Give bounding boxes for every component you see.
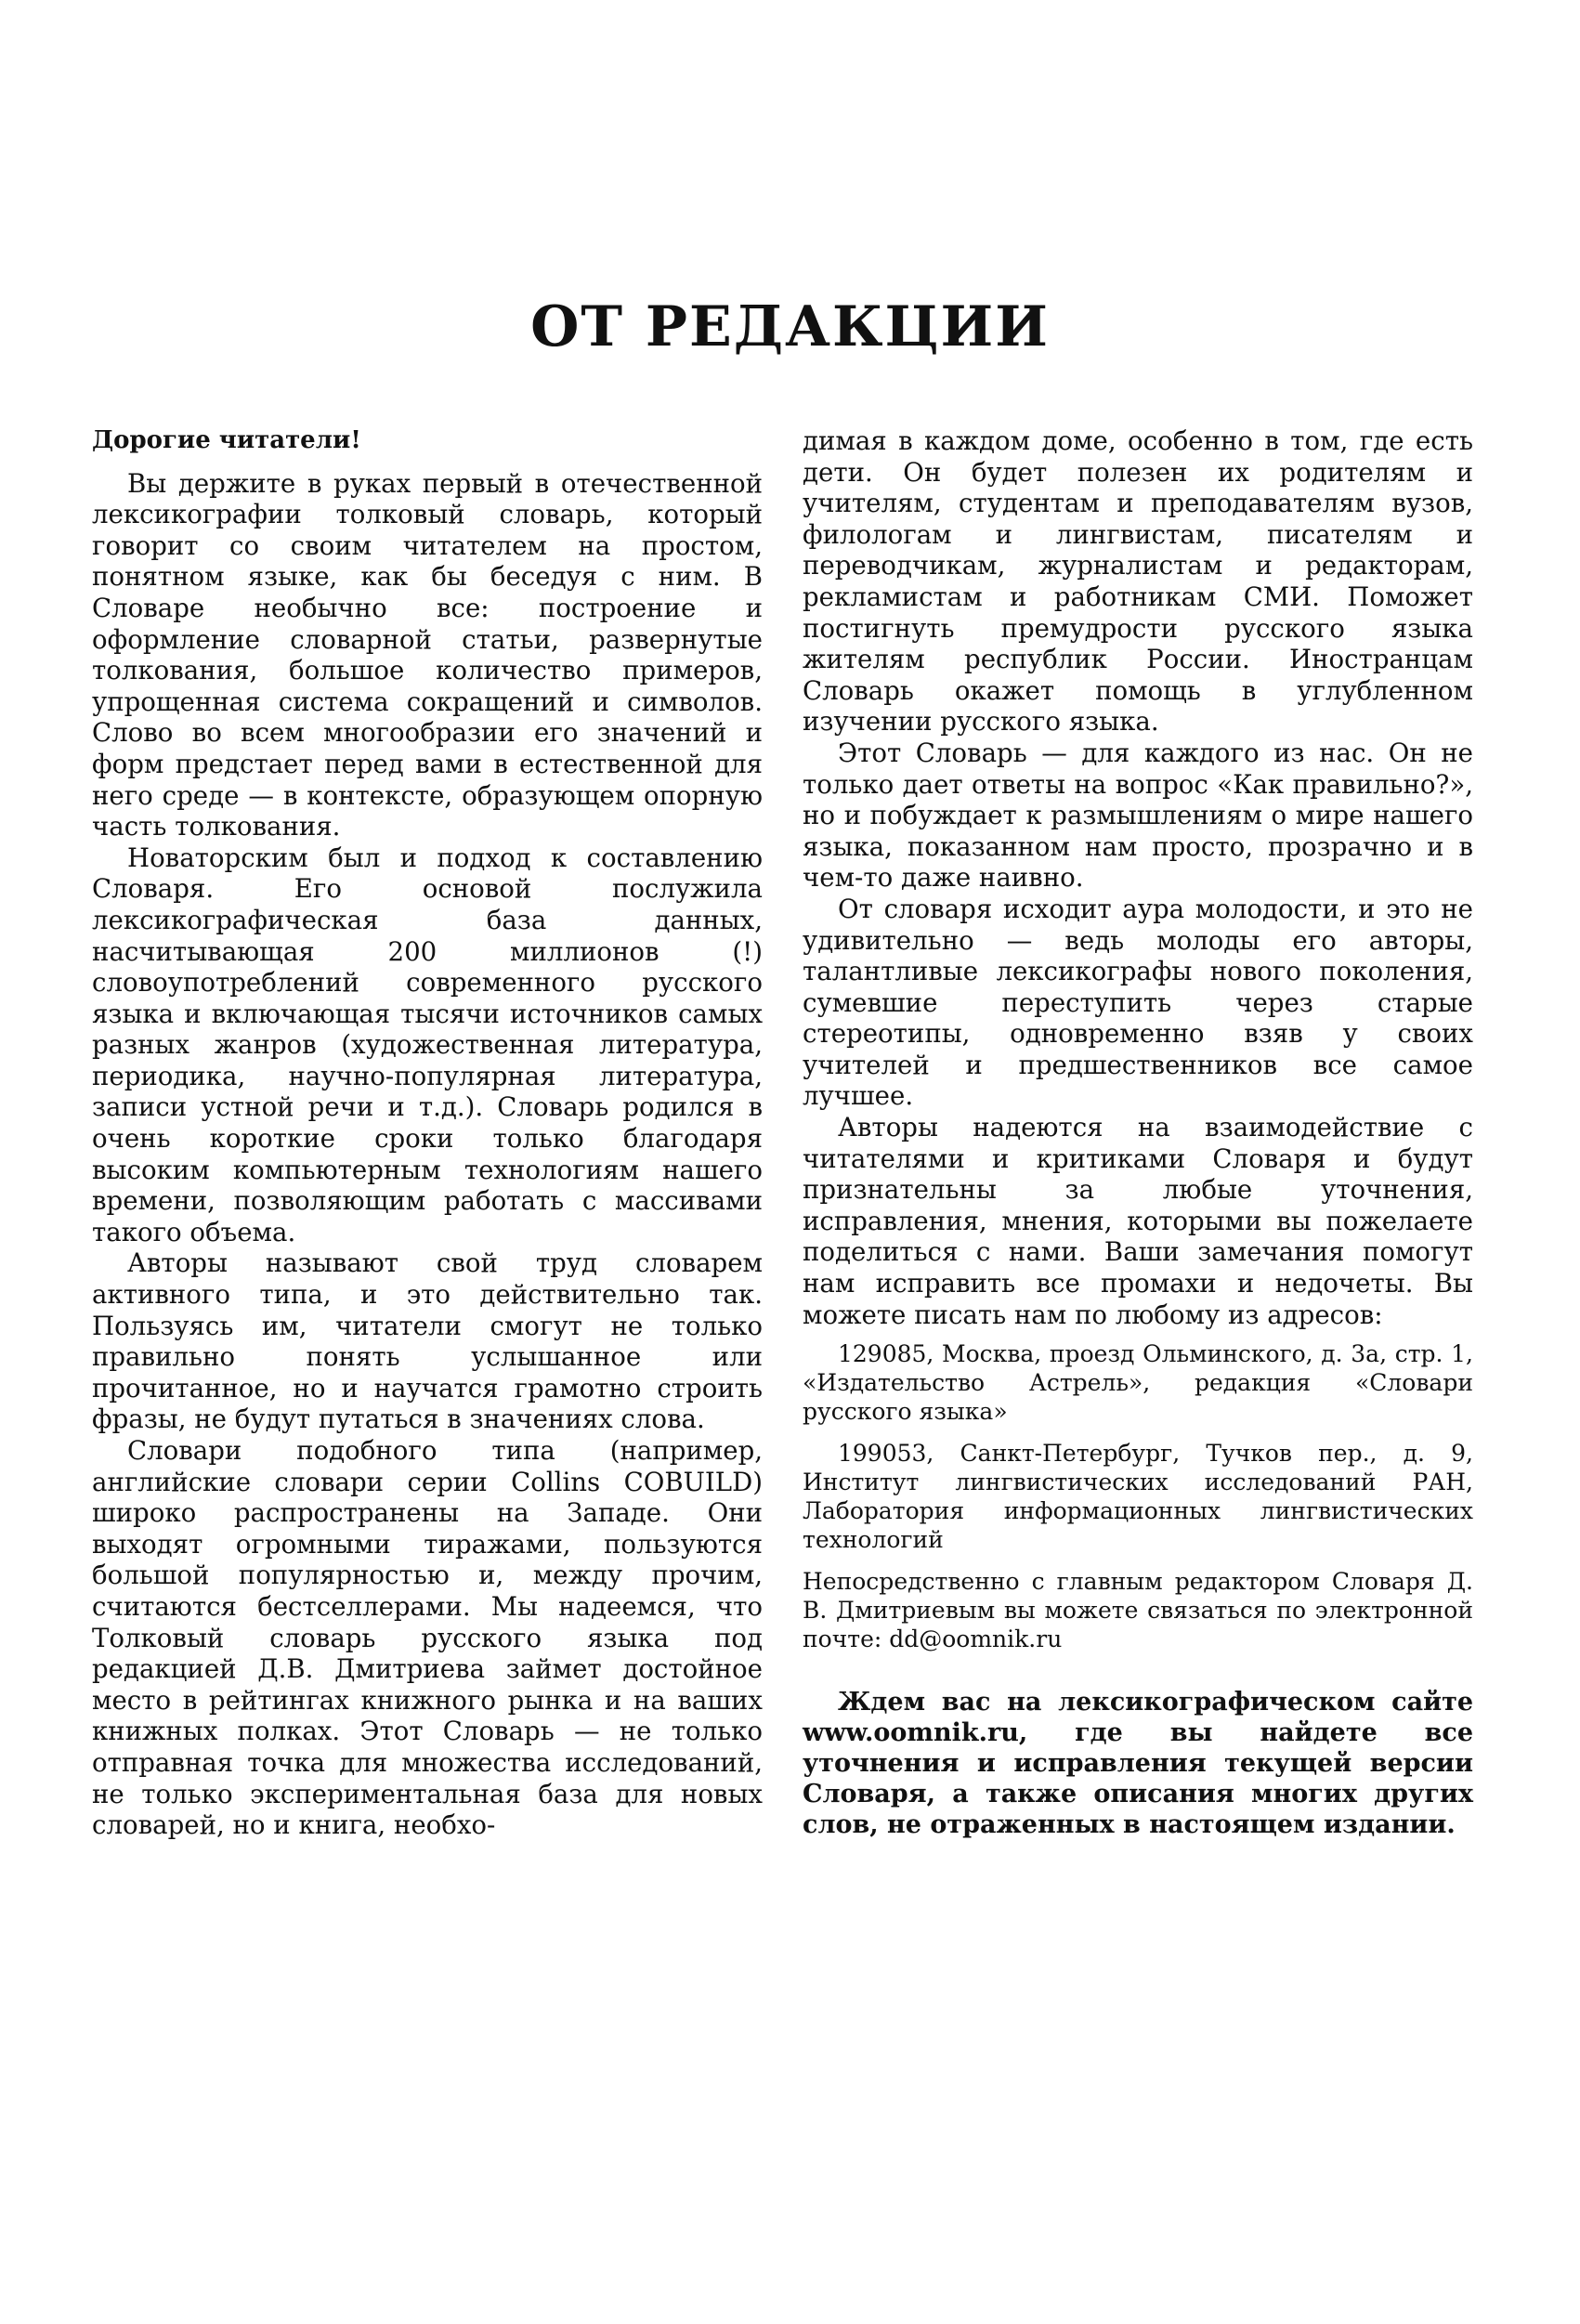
paragraph: Новаторским был и подход к составлению Словаря. Его основой послужила лексикографическая база данных, насчитывающая 200 миллионов (!) словоупотреблений современного русского языка и включающая тысячи источников самых разных жанров (художественная литература, периодика, научно-популярная литература, записи устной речи и т.д.). Словарь родился в очень короткие сроки только благодаря высоким компьютерным технологиям нашего времени, позволяющим работать с массивами такого объема. [92,842,763,1247]
paragraph: Словари подобного типа (например, английские словари серии Collins COBUILD) широко распространены на Западе. Они выходят огромными тиражами, пользуются большой популярностью и, между прочим, считаются бестселлерами. Мы надеемся, что Толковый словарь русского языка под редакцией Д.В. Дмитриева займет достойное место в рейтингах книжного рынка и на ваших книжных полках. Этот Словарь — не только отправная точка для множества исследований, не только экспериментальная база для новых словарей, но и книга, необхо- [92,1435,763,1841]
paragraph: Этот Словарь — для каждого из нас. Он не только дает ответы на вопрос «Как правильно?», но и побуждает к размышлениям о мире нашего языка, показанном нам просто, прозрачно и в чем-то даже наивно. [803,737,1473,894]
closing-text: Ждем вас на лексикографическом сайте www.oomnik.ru, где вы найдете все уточнения и исправления текущей версии Словаря, а также описания многих других слов, не отраженных в настоящем издании. [803,1688,1473,1840]
closing-note [803,1687,1473,1840]
paragraph: От словаря исходит аура молодости, и это не удивительно — ведь молоды его авторы, талантливые лексикографы нового поколения, сумевшие переступить через старые стереотипы, одновременно взяв у своих учителей и предшественников все самое лучшее. [803,893,1473,1112]
contact-text: Непосредственно с главным редактором Словаря Д. В. Дмитриевым вы можете связаться по электронной почте: dd@oomnik.ru [803,1568,1473,1653]
left-column [92,425,763,1841]
paragraph: Вы держите в руках первый в отечественной лексикографии толковый словарь, который говорит со своим читателем на простом, понятном языке, как бы беседуя с ним. В Словаре необычно все: построение и оформление словарной статьи, развернутые толкования, большое количество примеров, упрощенная система сокращений и символов. Слово во всем многообразии его значений и форм предстает перед вами в естественной для него среде — в контексте, образующем опорную часть толкования. [92,467,763,842]
greeting: Дорогие читатели! [92,426,361,454]
contact-note [803,1567,1473,1653]
address-list [803,1339,1473,1554]
paragraph-continuation: димая в каждом доме, особенно в том, где есть дети. Он будет полезен их родителям и учителям, студентам и преподавателям вузов, филологам и лингвистам, писателям и переводчикам, журналистам и редакторам, рекламистам и работникам СМИ. Поможет постигнуть премудрости русского языка жителям республик России. Иностранцам Словарь окажет помощь в углубленном изучении русского языка. [803,425,1473,738]
paragraph: Авторы называют свой труд словарем активного типа, и это действительно так. Пользуясь им, читатели смогут не только правильно понять услышанное или прочитанное, но и научатся грамотно строить фразы, не будут путаться в значениях слова. [92,1247,763,1435]
page-title: ОТ РЕДАКЦИИ [530,294,1050,359]
address-item: 199053, Санкт-Петербург, Тучков пер., д. 9, Институт лингвистических исследований РАН, Лаборатория информационных лингвистических технологий [803,1440,1473,1554]
address-item: 129085, Москва, проезд Ольминского, д. 3а, стр. 1, «Издательство Астрель», редакция «Словари русского языка» [803,1340,1473,1426]
right-column [803,425,1473,1840]
paragraph: Авторы надеются на взаимодействие с читателями и критиками Словаря и будут признательны за любые уточнения, исправления, мнения, которыми вы пожелаете поделиться с нами. Ваши замечания помогут нам исправить все промахи и недочеты. Вы можете писать нам по любому из адресов: [803,1112,1473,1330]
